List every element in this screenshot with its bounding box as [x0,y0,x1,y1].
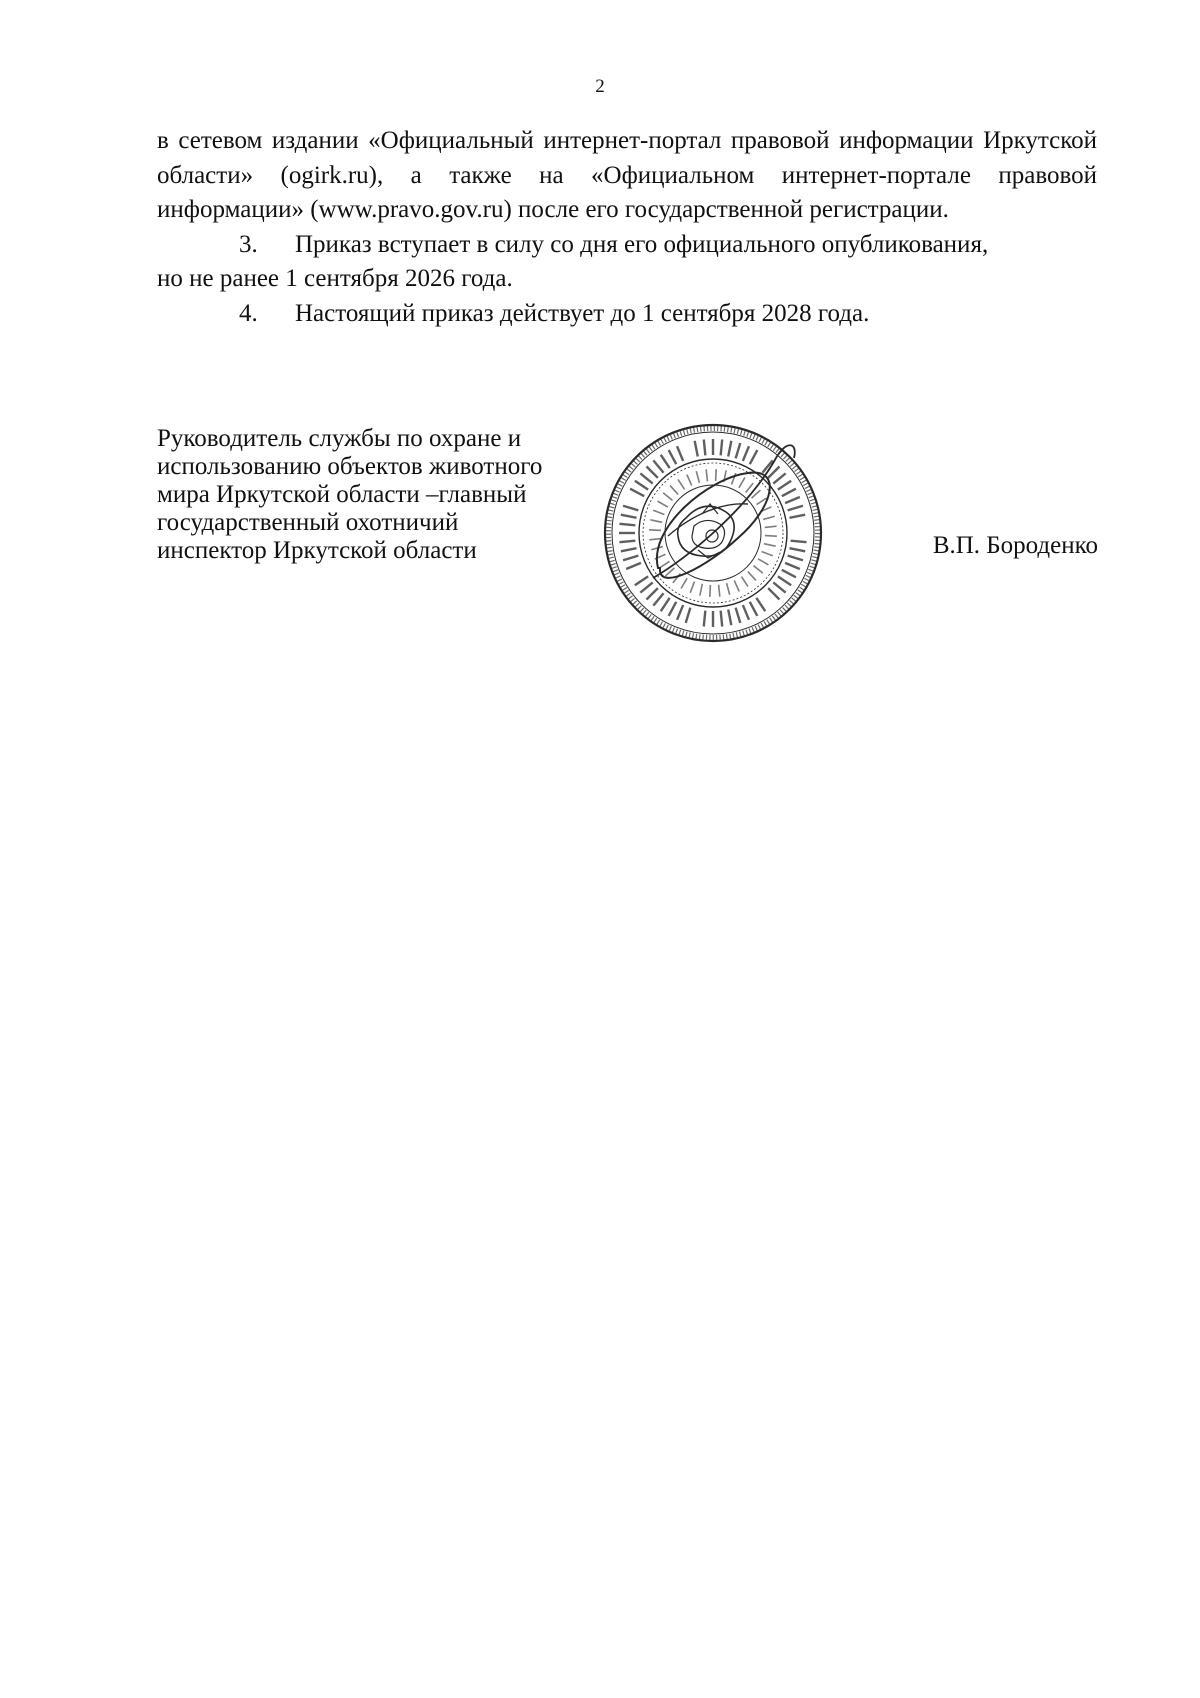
position-line: мира Иркутской области –главный [157,481,527,508]
position-line: использованию объектов животного [157,453,543,480]
list-item-4 [157,297,1097,332]
item-text-continuation: но не ранее 1 сентября 2026 года. [157,265,513,292]
item-text-first-line: Настоящий приказ действует до 1 сентября 2028 года. [295,299,870,327]
position-line: Руководитель службы по охране и [157,425,522,452]
position-line: государственный охотничий [157,509,459,536]
item-text-first-line: Приказ вступает в силу со дня его официального опубликования, [295,230,989,258]
page-number: 2 [595,76,605,97]
list-item-3 [157,228,1097,297]
paragraph-continuation: в сетевом издании «Официальный интернет-портал правовой информации Иркутской области» (ogirk.ru), а также на «Официальном интернет-портале правовой информации» (www.pravo.gov.ru) после его государственной регистрации. [157,127,1097,223]
official-seal-icon [598,418,828,648]
signer-name: В.П. Бороденко [932,532,1098,559]
item-number: 4. [239,299,258,327]
item-number: 3. [239,230,258,258]
signatory-position [157,425,617,565]
document-body [157,124,1097,331]
position-line: инспектор Иркутской области [157,537,477,564]
